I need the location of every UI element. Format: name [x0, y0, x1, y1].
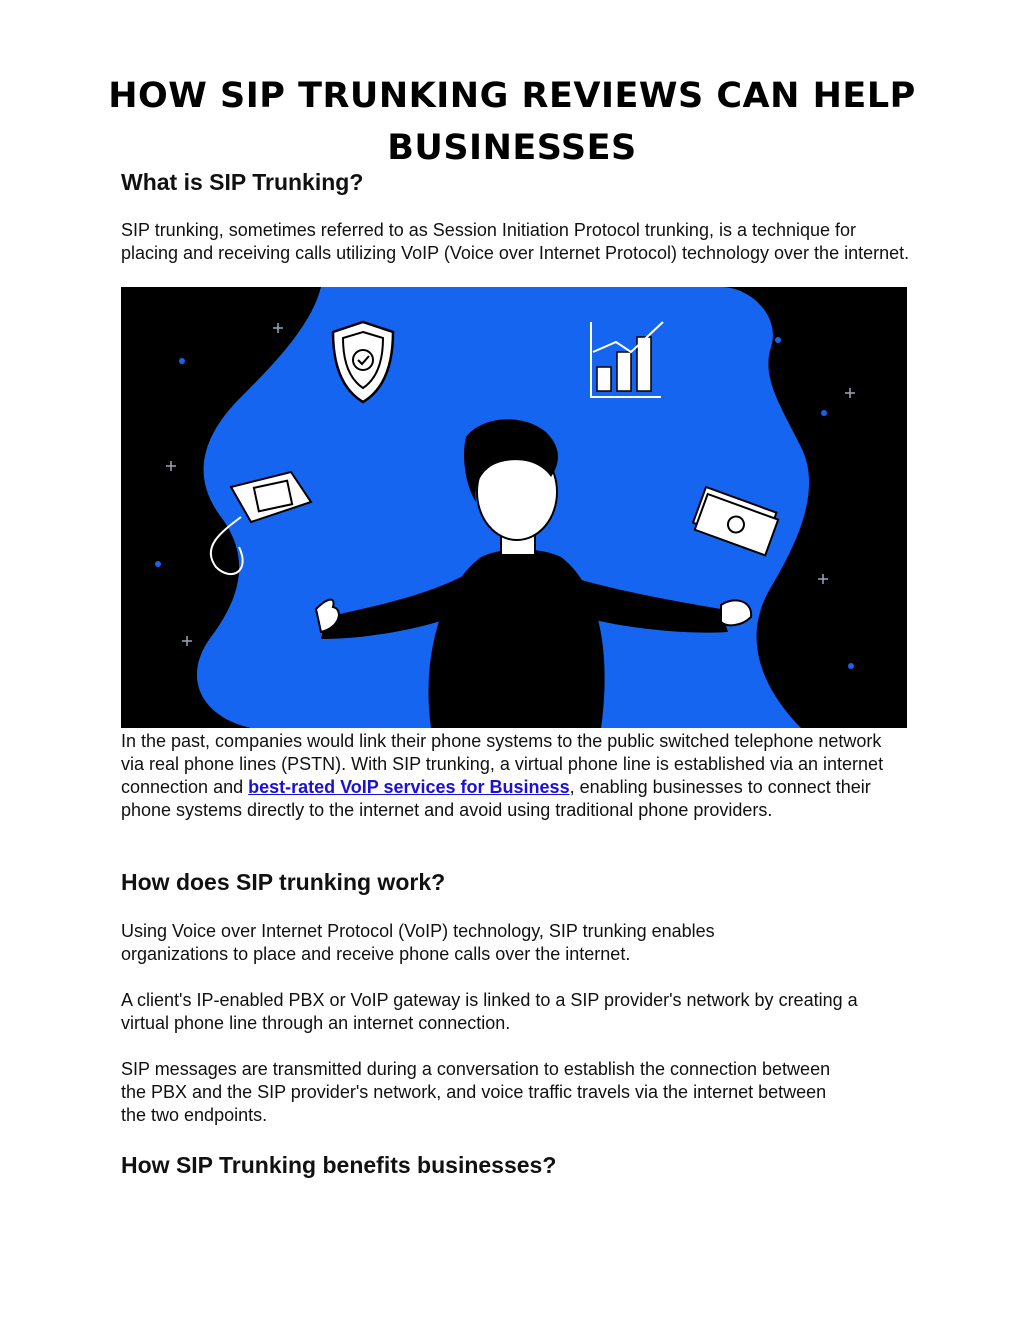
document-title-line-1: HOW SIP TRUNKING REVIEWS CAN HELP — [108, 76, 916, 116]
paragraph-how-works-3: SIP messages are transmitted during a conversation to establish the connection between the PBX and the SIP provider's network, and voice traffic travels via the internet between the two endpoints. — [121, 1059, 831, 1125]
paragraph-how-works-1: Using Voice over Internet Protocol (VoIP) technology, SIP trunking enables organizations to place and receive phone calls over the internet. — [121, 921, 715, 964]
paragraph-history — [121, 730, 896, 822]
paragraph-history-text-start: In the past, companies would link their phone systems to the public switched telephone network via real phone lines (PSTN). With SIP trunking, a virtual phone line is established via an internet connection and — [121, 731, 884, 797]
hero-illustration — [121, 287, 907, 728]
paragraph-history-text-end: , enabling businesses to connect their phone systems directly to the internet and avoid using traditional phone providers. — [121, 777, 871, 820]
heading-how-does-sip-trunking-work: How does SIP trunking work? — [121, 869, 446, 895]
heading-what-is-sip-trunking: What is SIP Trunking? — [121, 169, 364, 195]
document-title-line-2: BUSINESSES — [387, 128, 637, 168]
heading-benefits: How SIP Trunking benefits businesses? — [121, 1152, 557, 1178]
best-rated-voip-link[interactable]: best-rated VoIP services for Business — [248, 777, 570, 797]
paragraph-definition: SIP trunking, sometimes referred to as Session Initiation Protocol trunking, is a technique for placing and receiving calls utilizing VoIP (Voice over Internet Protocol) technology over the internet. — [121, 220, 910, 263]
paragraph-how-works-2: A client's IP-enabled PBX or VoIP gateway is linked to a SIP provider's network by creating a virtual phone line through an internet connection. — [121, 990, 858, 1033]
